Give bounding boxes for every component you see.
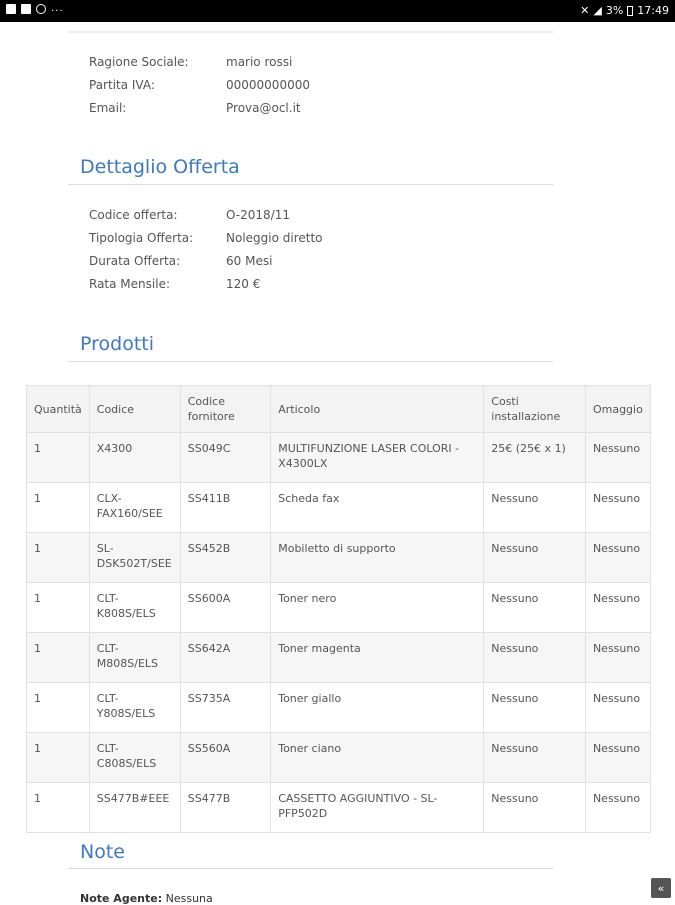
- column-header-installation-cost: Costi installazione: [484, 386, 586, 433]
- cell-supplier-code: SS735A: [180, 683, 270, 733]
- table-row: [27, 583, 651, 633]
- clock: 17:49: [637, 4, 669, 17]
- battery-percent: 3%: [605, 4, 624, 17]
- cell-article: Toner magenta: [271, 633, 484, 683]
- client-info-label: Email:: [89, 101, 127, 115]
- notes-section-title: Note: [80, 841, 125, 863]
- cell-gift: Nessuno: [585, 583, 650, 633]
- cell-quantity: 1: [27, 783, 90, 833]
- client-info-label: Partita IVA:: [89, 78, 155, 92]
- more-notifications: ...: [51, 3, 64, 14]
- mute-icon: ✕: [580, 3, 590, 17]
- table-row: [27, 533, 651, 583]
- client-info-label: Ragione Sociale:: [89, 55, 189, 69]
- cell-code: SS477B#EEE: [89, 783, 180, 833]
- cell-code: X4300: [89, 433, 180, 483]
- cell-article: MULTIFUNZIONE LASER COLORI - X4300LX: [271, 433, 484, 483]
- products-section-title: Prodotti: [80, 333, 155, 355]
- cell-article: Scheda fax: [271, 483, 484, 533]
- offer-info-label: Rata Mensile:: [89, 277, 170, 291]
- cell-code: CLT-C808S/ELS: [89, 733, 180, 783]
- table-row: [27, 683, 651, 733]
- table-row: [27, 733, 651, 783]
- status-bar: [0, 0, 675, 22]
- cell-quantity: 1: [27, 683, 90, 733]
- client-info-value: 00000000000: [226, 78, 310, 92]
- agent-note: [80, 892, 213, 905]
- cell-article: Toner giallo: [271, 683, 484, 733]
- column-header-gift: Omaggio: [585, 386, 650, 433]
- cell-gift: Nessuno: [585, 783, 650, 833]
- offer-info-label: Durata Offerta:: [89, 254, 181, 268]
- cell-quantity: 1: [27, 633, 90, 683]
- table-row: [27, 483, 651, 533]
- cell-quantity: 1: [27, 583, 90, 633]
- cell-installation-cost: Nessuno: [484, 733, 586, 783]
- cell-article: Toner nero: [271, 583, 484, 633]
- cell-gift: Nessuno: [585, 433, 650, 483]
- cell-supplier-code: SS452B: [180, 533, 270, 583]
- cell-gift: Nessuno: [585, 683, 650, 733]
- agent-note-label: Note Agente:: [80, 892, 163, 905]
- agent-note-value: Nessuna: [165, 892, 213, 905]
- cell-supplier-code: SS049C: [180, 433, 270, 483]
- offer-info-value: 120 €: [226, 277, 261, 291]
- cell-installation-cost: Nessuno: [484, 633, 586, 683]
- status-right: [580, 4, 669, 17]
- offer-info-label: Tipologia Offerta:: [89, 231, 194, 245]
- battery-icon: [627, 6, 633, 16]
- cell-quantity: 1: [27, 733, 90, 783]
- gallery-icon: [21, 4, 31, 14]
- table-row: [27, 783, 651, 833]
- cell-code: CLX-FAX160/SEE: [89, 483, 180, 533]
- notes-section-divider: [68, 868, 553, 869]
- products-section-divider: [68, 361, 553, 362]
- offer-info-label: Codice offerta:: [89, 208, 178, 222]
- cell-installation-cost: Nessuno: [484, 583, 586, 633]
- offer-section-title: Dettaglio Offerta: [80, 156, 240, 178]
- cell-quantity: 1: [27, 483, 90, 533]
- table-row: [27, 633, 651, 683]
- status-left: [6, 4, 64, 14]
- table-row: [27, 433, 651, 483]
- cell-installation-cost: 25€ (25€ x 1): [484, 433, 586, 483]
- column-header-article: Articolo: [271, 386, 484, 433]
- client-info-value: mario rossi: [226, 55, 293, 69]
- sync-icon: [36, 4, 46, 14]
- cell-supplier-code: SS560A: [180, 733, 270, 783]
- column-header-supplier-code: Codice fornitore: [180, 386, 270, 433]
- cell-gift: Nessuno: [585, 733, 650, 783]
- cell-code: CLT-Y808S/ELS: [89, 683, 180, 733]
- notification-app-icon: [6, 4, 16, 14]
- cell-supplier-code: SS642A: [180, 633, 270, 683]
- cell-quantity: 1: [27, 433, 90, 483]
- double-chevron-up-icon: «: [657, 881, 665, 895]
- cell-supplier-code: SS477B: [180, 783, 270, 833]
- cell-article: CASSETTO AGGIUNTIVO - SL-PFP502D: [271, 783, 484, 833]
- cell-gift: Nessuno: [585, 483, 650, 533]
- top-divider: [68, 31, 553, 33]
- products-body: [27, 433, 651, 833]
- cell-installation-cost: Nessuno: [484, 483, 586, 533]
- cell-code: SL-DSK502T/SEE: [89, 533, 180, 583]
- signal-icon: ◢: [593, 3, 602, 17]
- offer-info-value: Noleggio diretto: [226, 231, 323, 245]
- products-header-row: [27, 386, 651, 433]
- cell-code: CLT-K808S/ELS: [89, 583, 180, 633]
- cell-installation-cost: Nessuno: [484, 783, 586, 833]
- offer-section-divider: [68, 184, 553, 185]
- products-table: [26, 385, 651, 833]
- cell-installation-cost: Nessuno: [484, 533, 586, 583]
- cell-supplier-code: SS411B: [180, 483, 270, 533]
- cell-quantity: 1: [27, 533, 90, 583]
- client-info-value: Prova@ocl.it: [226, 101, 301, 115]
- cell-supplier-code: SS600A: [180, 583, 270, 633]
- offer-info-value: O-2018/11: [226, 208, 290, 222]
- cell-installation-cost: Nessuno: [484, 683, 586, 733]
- column-header-code: Codice: [89, 386, 180, 433]
- scroll-to-top-button[interactable]: [651, 878, 671, 898]
- column-header-quantity: Quantità: [27, 386, 90, 433]
- cell-article: Mobiletto di supporto: [271, 533, 484, 583]
- cell-gift: Nessuno: [585, 533, 650, 583]
- cell-article: Toner ciano: [271, 733, 484, 783]
- offer-info-value: 60 Mesi: [226, 254, 273, 268]
- cell-gift: Nessuno: [585, 633, 650, 683]
- cell-code: CLT-M808S/ELS: [89, 633, 180, 683]
